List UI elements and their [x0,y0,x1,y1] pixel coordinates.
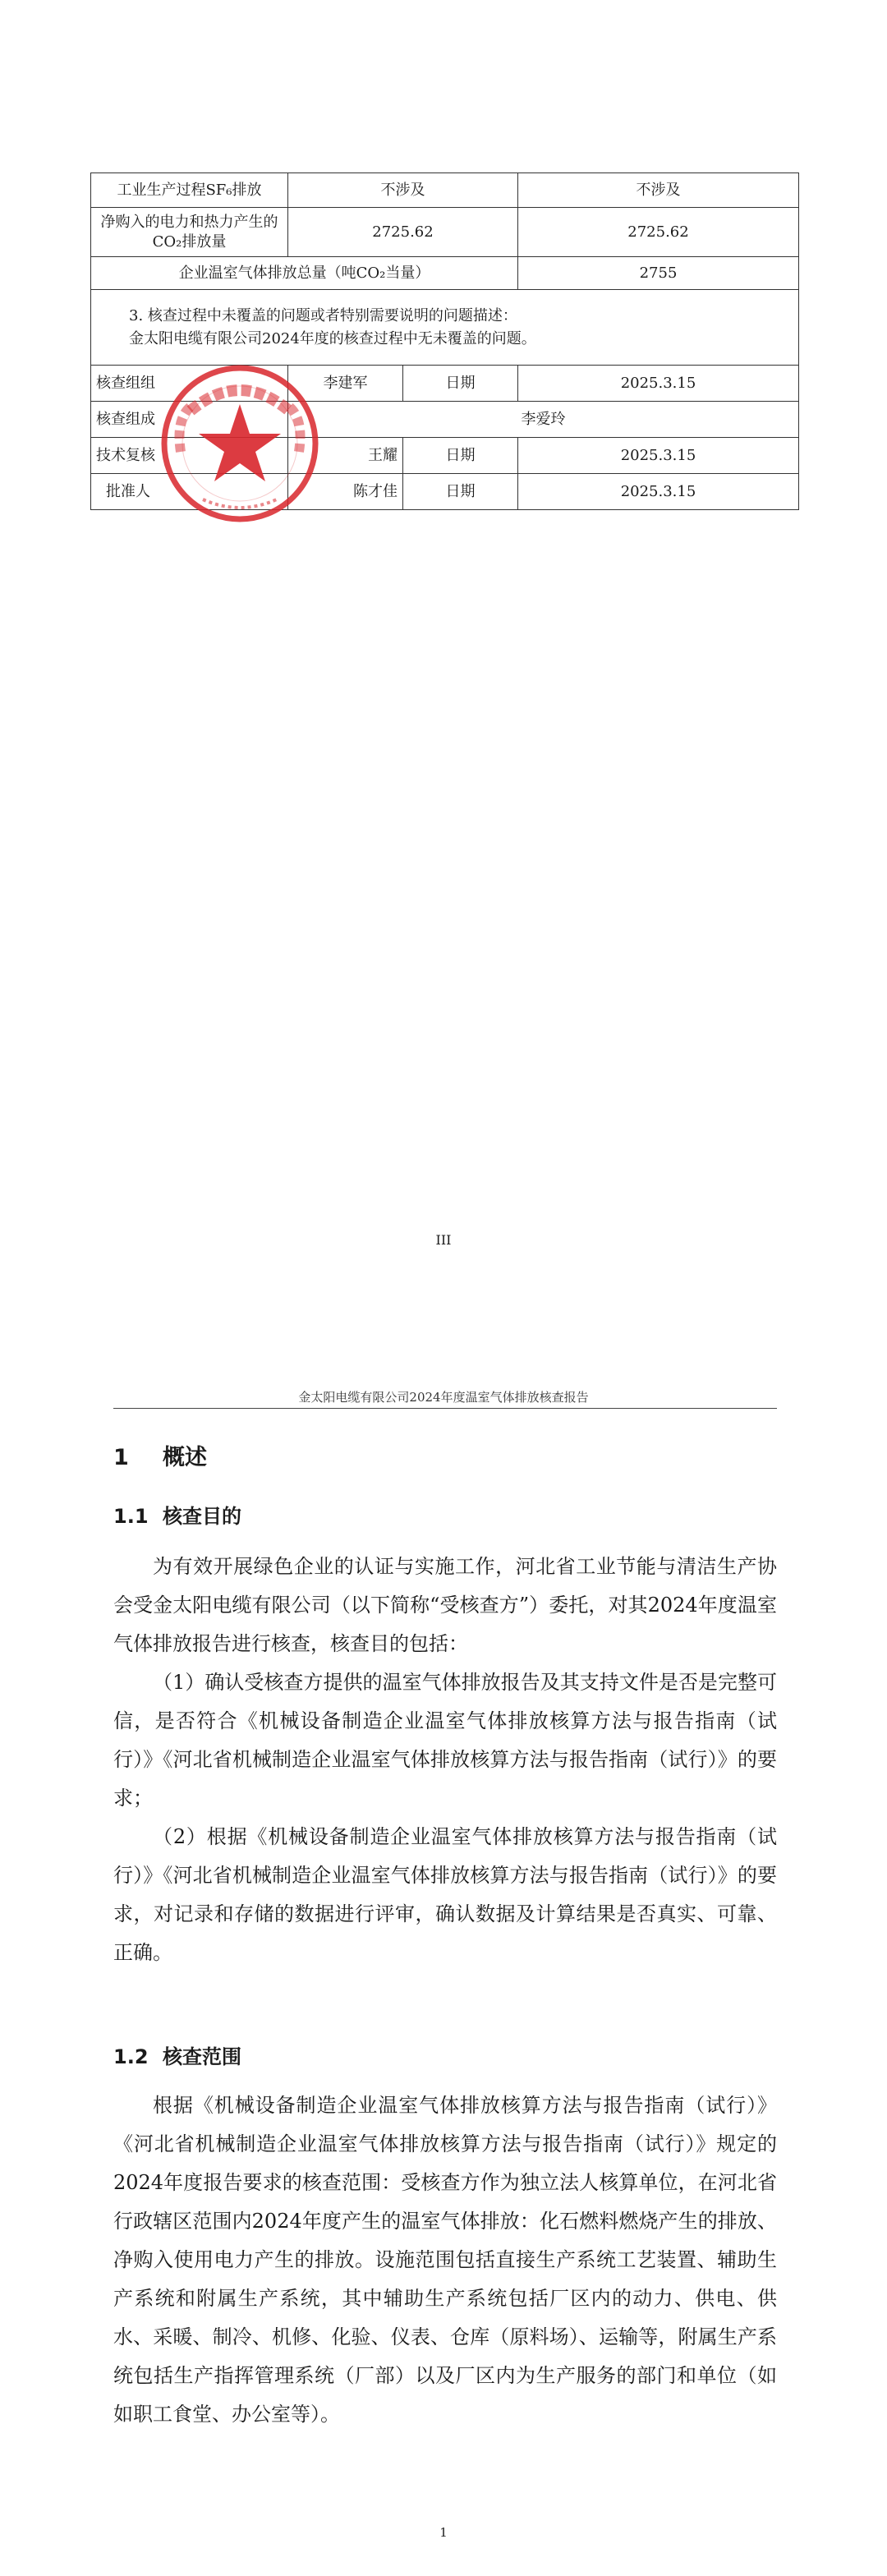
signoff-name: 李建军 [288,366,403,402]
signoff-date: 2025.3.15 [518,366,799,402]
table-row [91,208,799,257]
subsection-number: 1.1 [113,1505,149,1528]
paragraph: 根据《机械设备制造企业温室气体排放核算方法与报告指南（试行）》《河北省机械制造企业温室气体排放核算方法与报告指南（试行）》规定的2024年度报告要求的核查范围：受核查方作为独立法人核算单位，在河北省行政辖区范围内2024年度产生的温室气体排放：化石燃料燃烧产生的排放、净购入使用电力产生的排放。设施范围包括直接生产系统工艺装置、辅助生产系统和附属生产系统，其中辅助生产系统包括厂区内的动力、供电、供水、采暖、制冷、机修、化验、仪表、仓库（原料场）、运输等，附属生产系统包括生产指挥管理系统（厂部）以及厂区内为生产服务的部门和单位（如如职工食堂、办公室等）。 [113,2094,777,2426]
running-header: 金太阳电缆有限公司2024年度温室气体排放核查报告 [298,1390,589,1405]
signoff-date: 2025.3.15 [518,474,799,510]
subsection-title: 核查范围 [163,2045,241,2068]
signoff-role-text: 核查组组 [96,374,155,392]
total-label: 企业温室气体排放总量（吨CO₂当量） [91,257,518,290]
signoff-role-text: 批准人 [106,482,150,500]
note-body: 金太阳电缆有限公司2024年度的核查过程中无未覆盖的问题。 [129,329,536,347]
paragraph: （1）确认受核查方提供的温室气体排放报告及其支持文件是否是完整可信，是否符合《机械设备制造企业温室气体排放核算方法与报告指南（试行）》《河北省机械制造企业温室气体排放核算方法与报告指南（试行）》的要求； [113,1671,777,1810]
subsection-number: 1.2 [113,2045,149,2068]
subsection-heading [113,1500,241,1529]
signoff-name: 王耀 [288,438,403,474]
paragraph: 为有效开展绿色企业的认证与实施工作，河北省工业节能与清洁生产协会受金太阳电缆有限公司（以下简称“受核查方”）委托，对其2024年度温室气体排放报告进行核查，核查目的包括： [113,1555,777,1655]
signoff-role-text: 技术复核 [96,446,155,464]
red-star-seal-icon [158,361,322,526]
table-row [91,173,799,208]
page-number: 1 [439,2525,448,2540]
note-title: 3. 核查过程中未覆盖的问题或者特别需要说明的问题描述： [129,306,517,324]
subsection-heading [113,2040,241,2069]
header-divider [113,1408,777,1409]
signoff-date: 2025.3.15 [518,438,799,474]
table-row [91,290,799,366]
subsection-title: 核查目的 [163,1505,241,1528]
row-label: 工业生产过程SF₆排放 [91,173,288,208]
signoff-date-label: 日期 [403,474,518,510]
row-label [91,208,288,257]
row-value: 不涉及 [518,173,799,208]
paragraph: （2）根据《机械设备制造企业温室气体排放核算方法与报告指南（试行）》《河北省机械制造企业温室气体排放核算方法与报告指南（试行）》的要求，对记录和存储的数据进行评审，确认数据及计算结果是否真实、可靠、正确。 [113,1825,777,1964]
row-value: 2725.62 [288,208,518,257]
section-heading [113,1439,207,1471]
signoff-name: 陈才佳 [288,474,403,510]
row-label-line: CO₂排放量 [152,232,227,251]
row-value: 2725.62 [518,208,799,257]
signoff-role-text: 核查组成 [96,410,155,428]
section-number: 1 [113,1445,129,1470]
note-cell [91,290,799,366]
page-number-roman: III [435,1232,452,1248]
scope-body [113,2086,777,2434]
signoff-date-label: 日期 [403,366,518,402]
section-title: 概述 [163,1445,207,1470]
row-value: 不涉及 [288,173,518,208]
signoff-name: 李爱玲 [288,402,799,438]
table-row [91,257,799,290]
signoff-date-label: 日期 [403,438,518,474]
purpose-body [113,1548,777,1972]
row-label-line: 净购入的电力和热力产生的 [100,213,278,231]
total-value: 2755 [518,257,799,290]
